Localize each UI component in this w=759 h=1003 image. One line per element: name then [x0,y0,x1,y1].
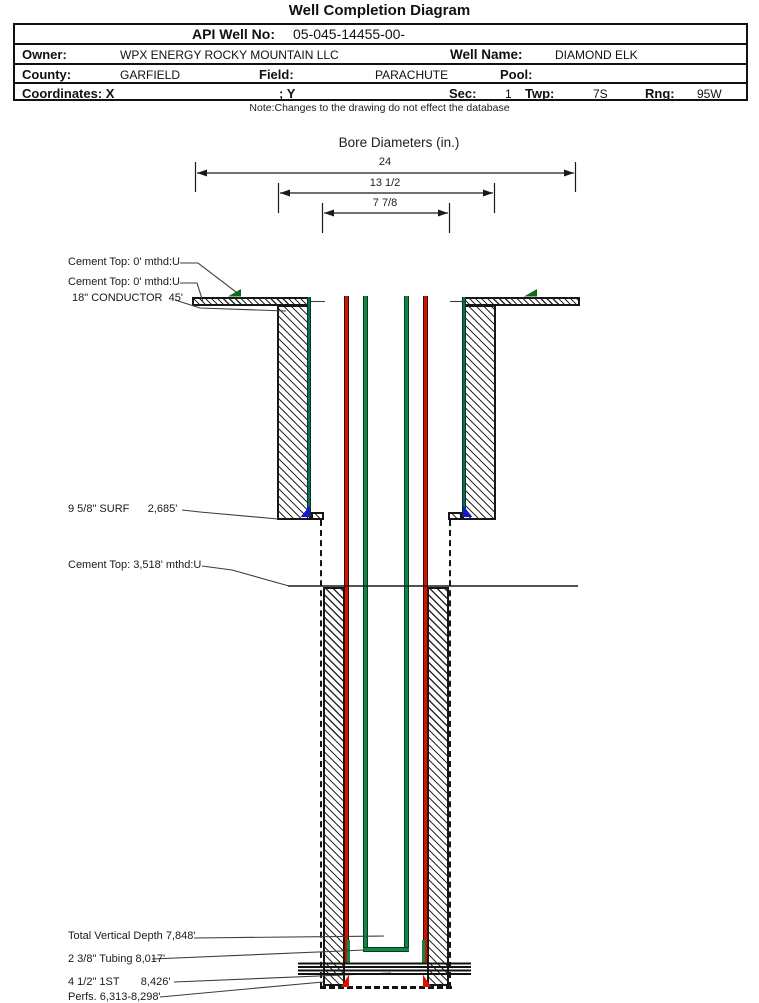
annotation-cement-top-1: Cement Top: 0' mthd:U [68,256,180,268]
dim-label-24: 24 [378,156,392,168]
tubing-bottom-shoe [363,947,409,952]
casing-inner-green-segment-left [347,940,350,963]
coordinates-label: Coordinates: X [22,86,115,101]
api-well-no-value: 05-045-14455-00- [293,26,406,42]
cement-top-marker-right [524,289,537,297]
database-note: Note:Changes to the drawing do not effect the database [249,102,510,114]
well-info-table [13,23,748,101]
cement-top-marker-left [228,289,241,297]
tubing-line-left [363,296,368,952]
annotation-first-casing: 4 1/2" 1ST 8,426' [68,976,171,988]
well-name-value: DIAMOND ELK [555,48,638,62]
production-cement-column-right [427,587,449,986]
sec-label: Sec: [449,86,477,101]
borehole-wall-left [320,520,322,988]
county-label: County: [22,67,72,82]
annotation-perfs: Perfs. 6,313-8,298' [68,991,161,1003]
borehole-bottom-cap [320,986,452,989]
surface-cement-column-right [462,305,496,520]
cement-top-marker-icons [228,289,537,297]
owner-value: WPX ENERGY ROCKY MOUNTAIN LLC [120,48,339,62]
coordinates-y-label: ; Y [279,86,296,101]
pool-label: Pool: [500,67,533,82]
surface-casing-line-left [307,297,311,517]
table-row-coordinates [15,84,746,99]
surface-casing-line-right [462,297,466,517]
table-row-api [15,25,746,45]
annotation-surface-casing: 9 5/8" SURF 2,685' [68,503,178,515]
page-title: Well Completion Diagram [288,2,471,19]
twp-value: 7S [593,87,608,101]
field-value: PARACHUTE [375,68,449,82]
production-casing-line-left [344,296,349,963]
tubing-line-right [404,296,409,952]
annotation-tubing: 2 3/8" Tubing 8,017' [68,953,166,965]
table-row-county [15,65,746,84]
api-well-no-label: API Well No: [192,26,275,42]
surface-cement-column-left [277,305,311,520]
rng-value: 95W [697,87,722,101]
bore-diameters-title: Bore Diameters (in.) [338,135,460,150]
production-casing-line-right [423,296,428,963]
annotation-cement-top-2: Cement Top: 0' mthd:U [68,276,180,288]
table-row-owner [15,45,746,65]
annotation-conductor: 18" CONDUCTOR 45' [72,292,183,304]
rng-label: Rng: [645,86,675,101]
sec-value: 1 [505,87,512,101]
production-cement-column-left [323,587,345,986]
owner-label: Owner: [22,47,67,62]
surface-shoe-step-left [311,512,324,520]
surface-shoe-step-right [448,512,462,520]
county-value: GARFIELD [120,68,181,82]
well-name-label: Well Name: [450,47,523,62]
casing-shoe-marker-icons [301,506,473,518]
twp-label: Twp: [525,86,555,101]
annotation-cement-top-3: Cement Top: 3,518' mthd:U [68,559,202,571]
casing-inner-green-segment-right [422,940,425,963]
field-label: Field: [259,67,294,82]
annotation-total-vertical-depth: Total Vertical Depth 7,848' [68,930,196,942]
dim-label-13-1-2: 13 1/2 [369,177,401,189]
borehole-wall-right [449,520,451,988]
dim-label-7-7-8: 7 7/8 [372,197,398,209]
